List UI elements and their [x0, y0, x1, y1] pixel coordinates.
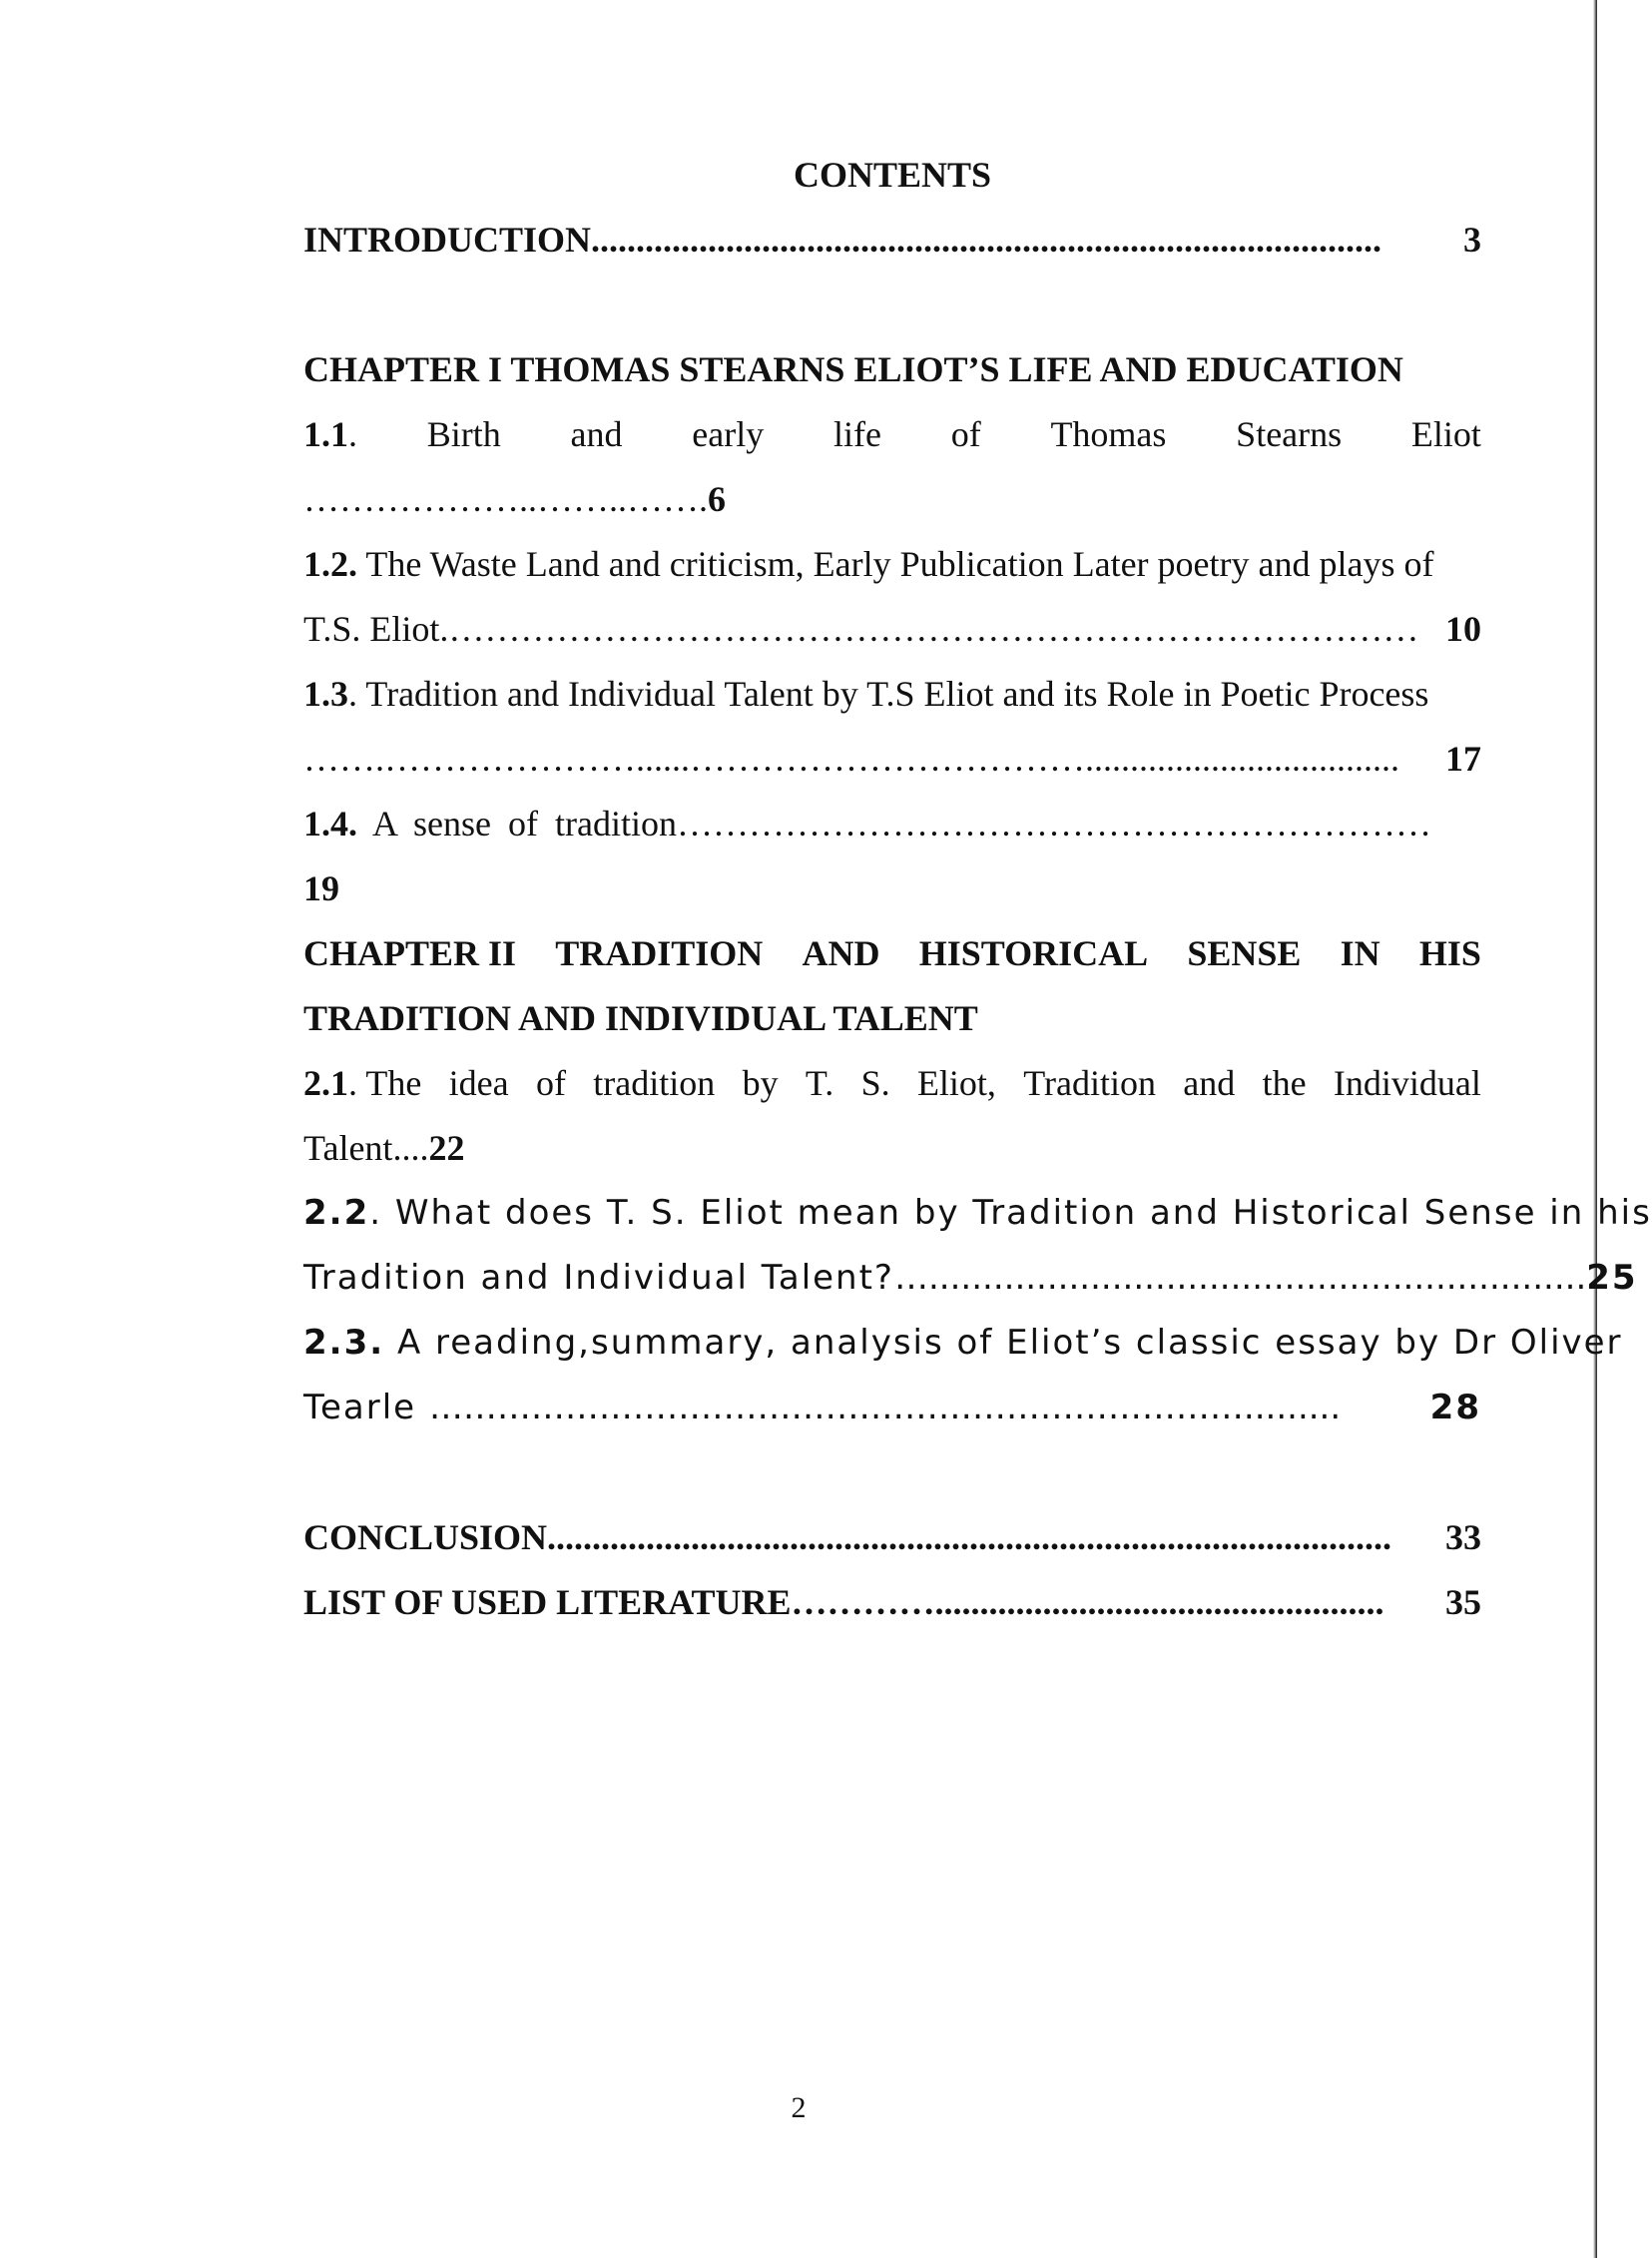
page-ref: 3: [1463, 220, 1481, 260]
word: early: [692, 414, 765, 454]
toc-entry-literature[interactable]: [303, 1574, 1481, 1630]
page-edge: [1593, 0, 1597, 2258]
word: Eliot,: [916, 1063, 996, 1103]
page-ref: 25: [1586, 1258, 1638, 1298]
toc-entry-1-1[interactable]: [303, 406, 1481, 462]
word: TRADITION: [555, 933, 764, 973]
word: tradition: [593, 1063, 716, 1103]
section-number: 1.1: [303, 414, 348, 454]
dot-leader: …….…………………......……………………………...................................: [303, 739, 1399, 779]
entry-text: Tradition and Individual Talent?: [303, 1258, 894, 1298]
word: . The: [348, 1063, 422, 1103]
word: CHAPTER II: [303, 933, 517, 973]
toc-entry-2-3[interactable]: [303, 1315, 1623, 1371]
toc-entry-2-1[interactable]: [303, 1055, 1481, 1111]
word: Birth: [426, 414, 501, 454]
word: idea: [448, 1063, 509, 1103]
toc-entry-2-1-cont: [303, 1120, 1481, 1176]
toc-entry-conclusion[interactable]: [303, 1509, 1481, 1565]
section-number: 2.3.: [303, 1323, 385, 1363]
entry-label: LIST OF USED LITERATURE: [303, 1582, 792, 1622]
word: of: [950, 414, 981, 454]
entry-label: CONCLUSION: [303, 1517, 548, 1557]
toc-chapter-2[interactable]: [303, 925, 1481, 981]
word: Eliot: [1410, 414, 1481, 454]
toc-entry-1-2[interactable]: [303, 536, 1481, 592]
page-ref: 6: [708, 479, 726, 519]
word: IN: [1340, 933, 1380, 973]
word: Stearns: [1236, 414, 1343, 454]
section-number: 1.4.: [303, 804, 357, 844]
word: AND: [802, 933, 880, 973]
entry-text: The Waste Land and criticism, Early Publication Later poetry and plays of: [365, 544, 1434, 584]
entry-text: . What does T. S. Eliot mean by Tradition and Historical Sense in his: [369, 1193, 1652, 1233]
toc-chapter-1[interactable]: CHAPTER I THOMAS STEARNS ELIOT’S LIFE AND EDUCATION: [303, 349, 1403, 389]
word: Tradition: [1023, 1063, 1156, 1103]
word: Individual: [1333, 1063, 1481, 1103]
toc-chapter-2-cont: TRADITION AND INDIVIDUAL TALENT: [303, 998, 978, 1038]
toc-entry-2-2-cont: [303, 1250, 1638, 1306]
section-number: 2.2: [303, 1193, 370, 1233]
section-number: 1.2.: [303, 544, 357, 584]
section-number: 2.1: [303, 1063, 348, 1103]
dot-leader: ..............................................................................................: [547, 1517, 1392, 1557]
toc-entry-1-4[interactable]: [303, 796, 1481, 851]
dot-leader: ………………………………………………………………………: [448, 609, 1419, 649]
word: life: [832, 414, 881, 454]
entry-label: INTRODUCTION: [303, 220, 592, 260]
page-ref: 33: [1445, 1517, 1481, 1557]
entry-text: Tearle: [303, 1388, 417, 1427]
dot-leader: ........................................................................................: [591, 220, 1382, 260]
page-ref: 10: [1445, 609, 1481, 649]
page-number: 2: [791, 2091, 807, 2124]
dot-leader: ……………………………………………………………….........: [428, 1388, 1342, 1427]
entry-text: A reading,summary, analysis of Eliot’s classic essay by Dr Oliver: [396, 1323, 1623, 1363]
entry-text: A sense of tradition: [372, 804, 677, 844]
word: T.: [805, 1063, 834, 1103]
entry-text: Talent....: [303, 1128, 429, 1168]
word: S.: [860, 1063, 890, 1103]
word: and: [1183, 1063, 1236, 1103]
toc-entry-2-2[interactable]: [303, 1185, 1652, 1241]
dot-leader: ………………………………………………………: [676, 804, 1431, 844]
page-ref: 22: [428, 1128, 465, 1168]
toc-entry-1-1-leader: [303, 471, 1481, 527]
word: by: [742, 1063, 779, 1103]
dot-leader: ………………..……..…….: [303, 479, 708, 519]
toc-entry-1-2-cont: [303, 601, 1481, 657]
word: Thomas: [1050, 414, 1167, 454]
word: of: [535, 1063, 566, 1103]
section-sep: .: [348, 414, 357, 454]
entry-text: T.S. Eliot.: [303, 609, 449, 649]
dot-leader: …………..................................................: [791, 1582, 1384, 1622]
toc-entry-introduction[interactable]: [303, 212, 1481, 268]
page-ref: 35: [1445, 1582, 1481, 1622]
word: the: [1262, 1063, 1307, 1103]
dot-leader: ….............................................................: [893, 1258, 1587, 1298]
word: and: [570, 414, 623, 454]
word: SENSE: [1187, 933, 1302, 973]
page-ref: 19: [303, 868, 339, 908]
toc-entry-2-3-cont: [303, 1380, 1481, 1435]
section-number: 1.3: [303, 674, 348, 714]
contents-heading: CONTENTS: [793, 155, 992, 195]
word: HIS: [1418, 933, 1481, 973]
page-ref: 17: [1445, 739, 1481, 779]
toc-entry-1-3[interactable]: [303, 666, 1481, 722]
entry-text: . Tradition and Individual Talent by T.S Eliot and its Role in Poetic Process: [348, 674, 1429, 714]
toc-entry-1-3-leader: [303, 731, 1481, 787]
page-ref: 28: [1429, 1388, 1481, 1427]
word: HISTORICAL: [918, 933, 1149, 973]
